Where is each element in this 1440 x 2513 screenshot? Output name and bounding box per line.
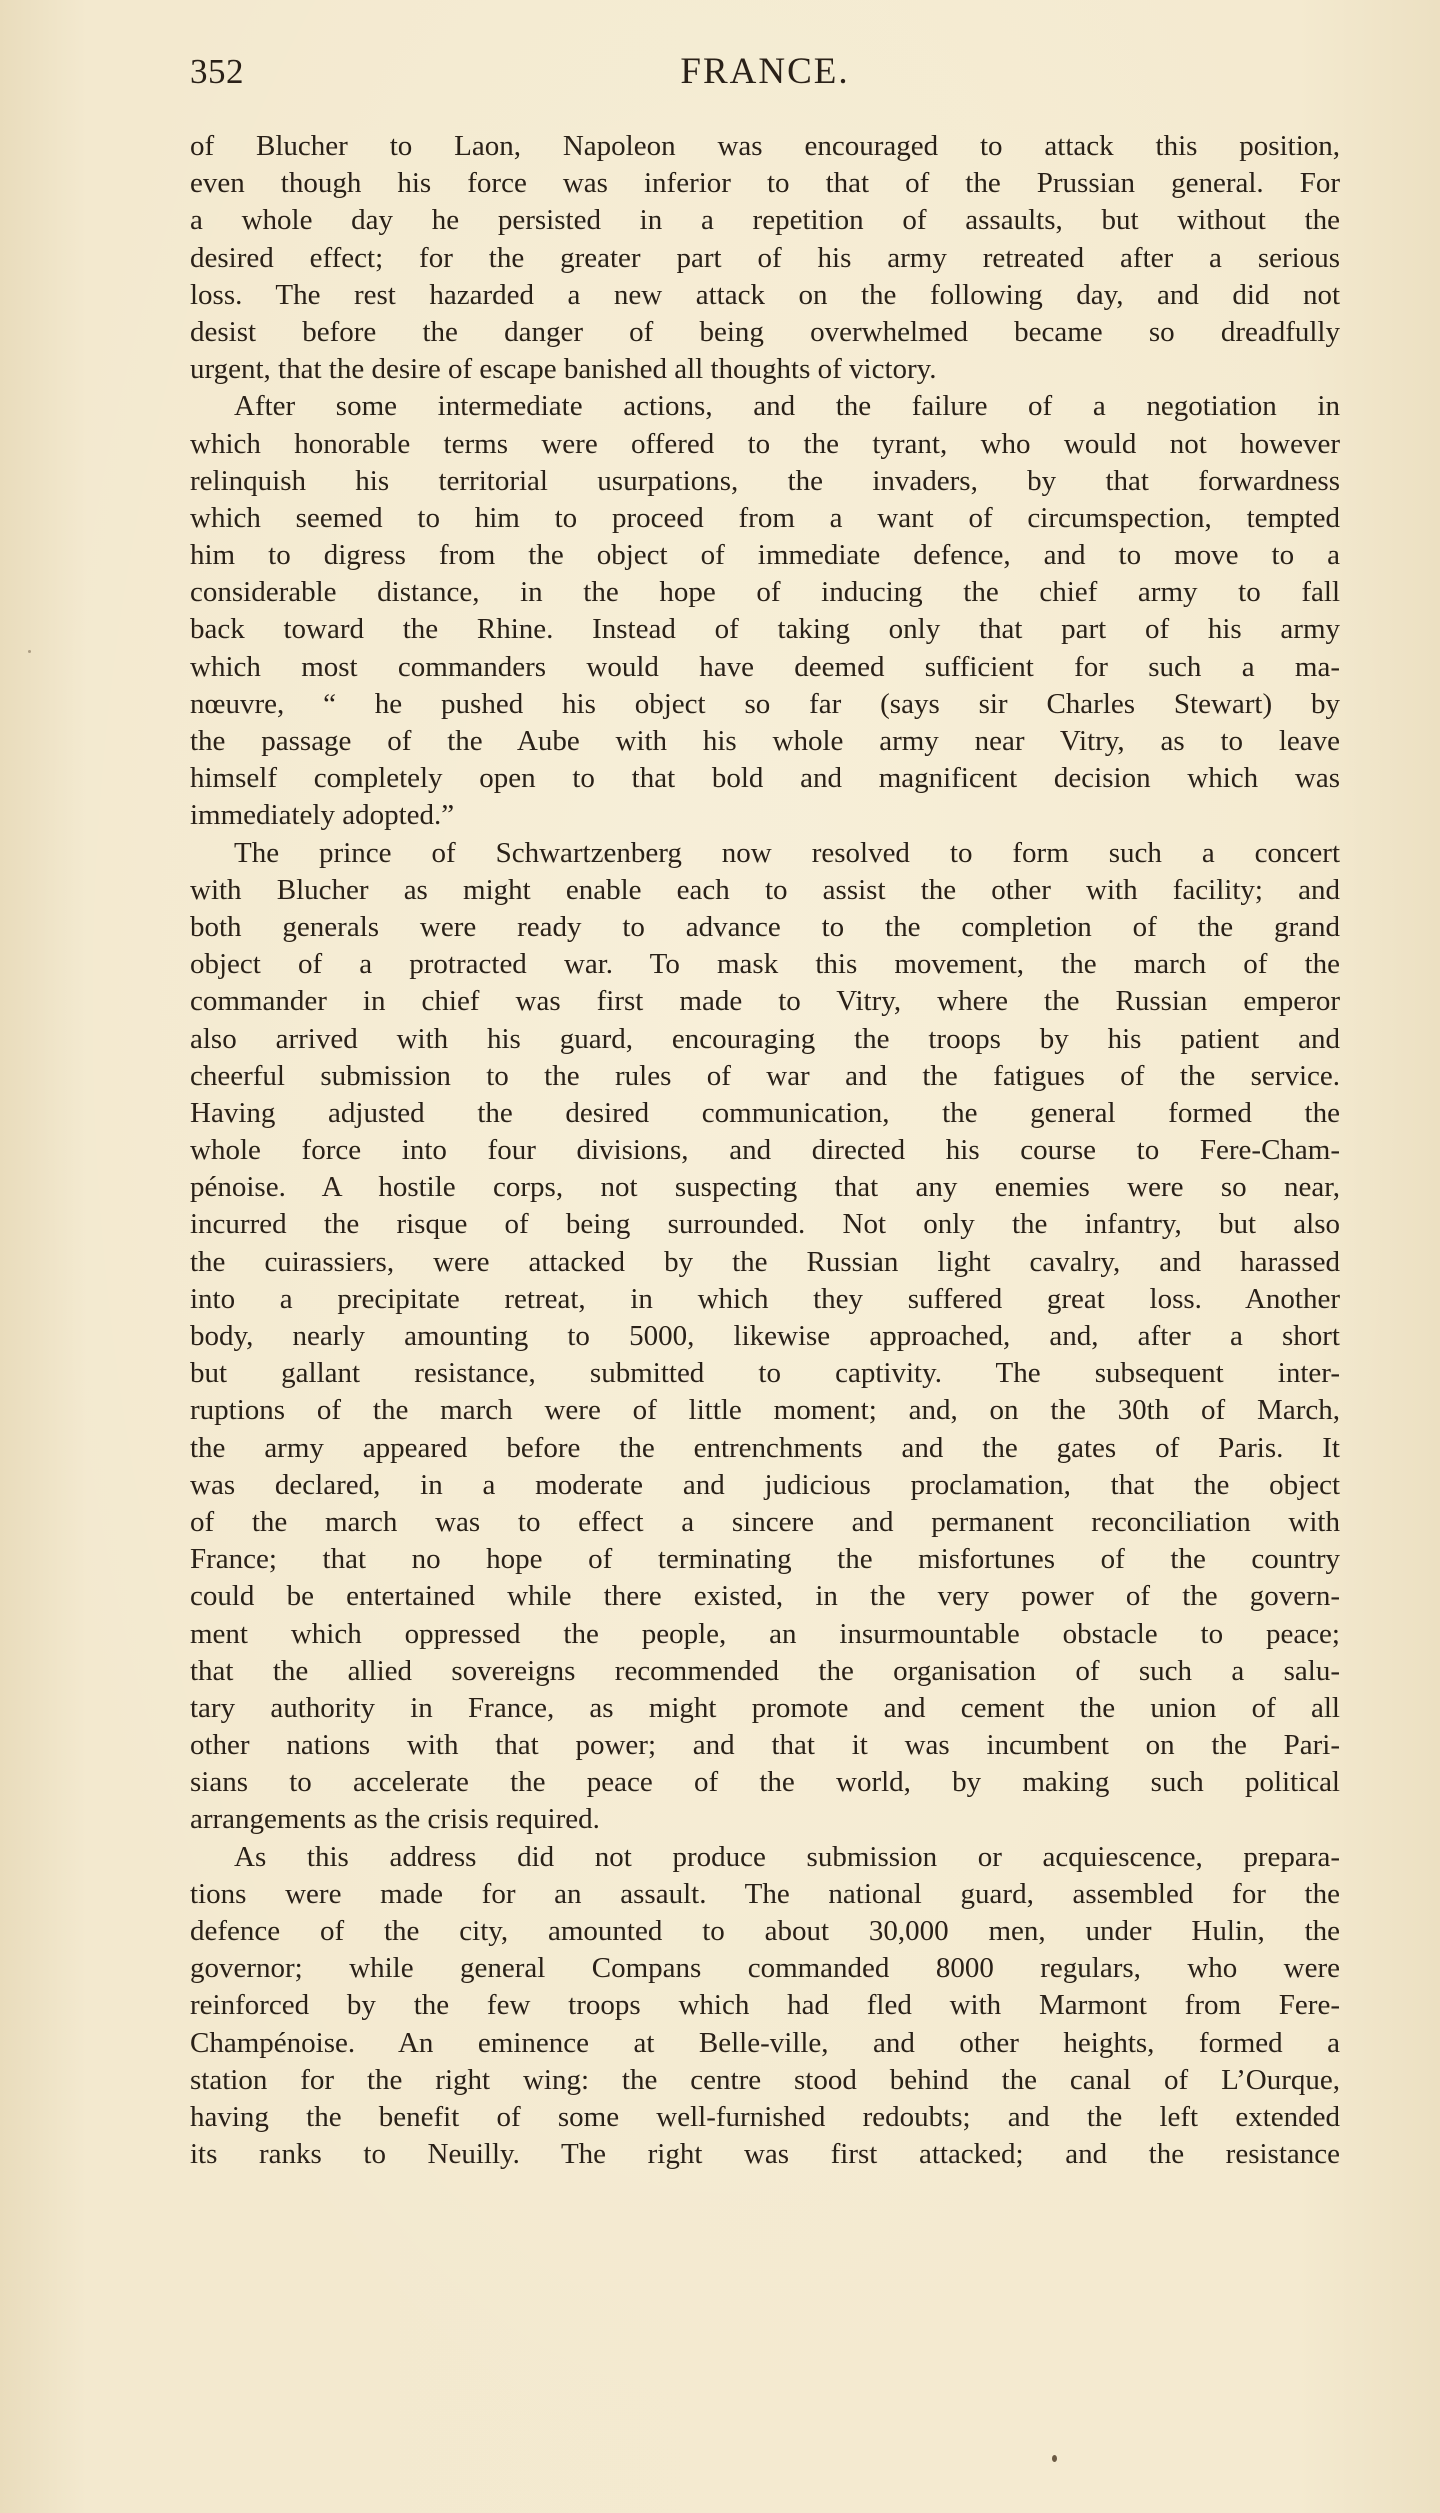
text-line: both generals were ready to advance to the completion of the grand (190, 910, 1340, 943)
text-line: After some intermediate actions, and the failure of a negotiation in (234, 390, 1340, 423)
text-line: could be entertained while there existed, in the very power of the govern- (190, 1580, 1340, 1613)
text-line: of Blucher to Laon, Napoleon was encouraged to attack this position, (190, 130, 1340, 162)
text-line: with Blucher as might enable each to assist the other with facility; and (190, 873, 1340, 906)
text-line: immediately adopted.” (190, 799, 455, 832)
text-line: himself completely open to that bold and magnificent decision which was (190, 762, 1340, 795)
body-text (190, 128, 1340, 2173)
text-line: Having adjusted the desired communication, the general formed the (190, 1096, 1340, 1129)
text-line: body, nearly amounting to 5000, likewise approached, and, after a short (190, 1320, 1340, 1352)
text-line: having the benefit of some well-furnished redoubts; and the left extended (190, 2100, 1340, 2133)
text-line: cheerful submission to the rules of war and the fatigues of the service. (190, 1059, 1340, 1092)
text-line: which most commanders would have deemed sufficient for such a ma- (190, 650, 1340, 683)
text-line: tary authority in France, as might promote and cement the union of all (190, 1691, 1340, 1724)
text-line: nœuvre, “ he pushed his object so far (says sir Charles Stewart) by (190, 687, 1340, 720)
text-line: whole force into four divisions, and directed his course to Fere-Cham- (190, 1134, 1340, 1167)
text-line: sians to accelerate the peace of the world, by making such political (190, 1766, 1340, 1799)
text-line: relinquish his territorial usurpations, the invaders, by that forwardness (190, 464, 1340, 497)
text-line: back toward the Rhine. Instead of taking only that part of his army (190, 613, 1340, 646)
text-line: arrangements as the crisis required. (190, 1803, 600, 1836)
text-line: the cuirassiers, were attacked by the Russian light cavalry, and harassed (190, 1245, 1340, 1278)
running-head (190, 46, 1340, 98)
paper-speck (1052, 2455, 1057, 2462)
text-line: pénoise. A hostile corps, not suspecting that any enemies were so near, (190, 1171, 1340, 1204)
paper-speck (28, 650, 31, 653)
text-line: defence of the city, amounted to about 30,000 men, under Hulin, the (190, 1915, 1340, 1947)
text-line: ment which oppressed the people, an insurmountable obstacle to peace; (190, 1617, 1340, 1650)
text-line: even though his force was inferior to that of the Prussian general. For (190, 167, 1340, 200)
text-line: into a precipitate retreat, in which they suffered great loss. Another (190, 1282, 1340, 1315)
text-line: governor; while general Compans commanded 8000 regulars, who were (190, 1952, 1340, 1985)
text-line: its ranks to Neuilly. The right was first attacked; and the resistance (190, 2138, 1340, 2171)
text-line: incurred the risque of being surrounded. Not only the infantry, but also (190, 1208, 1340, 1241)
text-line: object of a protracted war. To mask this movement, the march of the (190, 948, 1340, 981)
text-line: also arrived with his guard, encouraging the troops by his patient and (190, 1022, 1340, 1055)
text-line: that the allied sovereigns recommended the organisation of such a salu- (190, 1654, 1340, 1687)
text-line: of the march was to effect a sincere and permanent reconciliation with (190, 1505, 1340, 1538)
text-line: which seemed to him to proceed from a want of circumspection, tempted (190, 501, 1340, 534)
text-line: commander in chief was first made to Vitry, where the Russian emperor (190, 985, 1340, 1018)
text-line: tions were made for an assault. The national guard, assembled for the (190, 1877, 1340, 1910)
running-title: FRANCE. (680, 51, 850, 92)
text-line: reinforced by the few troops which had fled with Marmont from Fere- (190, 1989, 1340, 2022)
text-line: was declared, in a moderate and judicious proclamation, that the object (190, 1468, 1340, 1501)
text-line: ruptions of the march were of little moment; and, on the 30th of March, (190, 1394, 1340, 1427)
text-line: considerable distance, in the hope of inducing the chief army to fall (190, 576, 1340, 609)
text-line: the army appeared before the entrenchments and the gates of Paris. It (190, 1431, 1340, 1464)
text-line: France; that no hope of terminating the misfortunes of the country (190, 1543, 1340, 1576)
text-line: As this address did not produce submission or acquiescence, prepara- (234, 1840, 1340, 1873)
text-line: desist before the danger of being overwhelmed became so dreadfully (190, 315, 1340, 348)
text-line: a whole day he persisted in a repetition of assaults, but without the (190, 204, 1340, 237)
text-line: him to digress from the object of immediate defence, and to move to a (190, 539, 1340, 572)
text-line: The prince of Schwartzenberg now resolved to form such a concert (234, 836, 1340, 869)
page-number: 352 (190, 52, 244, 91)
text-line: which honorable terms were offered to the tyrant, who would not however (190, 427, 1340, 460)
text-line: desired effect; for the greater part of his army retreated after a serious (190, 241, 1340, 274)
text-line: urgent, that the desire of escape banished all thoughts of victory. (190, 353, 937, 386)
text-line: Champénoise. An eminence at Belle-ville, and other heights, formed a (190, 2026, 1340, 2059)
text-line: station for the right wing: the centre stood behind the canal of L’Ourque, (190, 2063, 1340, 2096)
text-line: loss. The rest hazarded a new attack on the following day, and did not (190, 278, 1340, 311)
text-line: the passage of the Aube with his whole army near Vitry, as to leave (190, 725, 1340, 757)
text-line: other nations with that power; and that it was incumbent on the Pari- (190, 1729, 1340, 1762)
text-line: but gallant resistance, submitted to captivity. The subsequent inter- (190, 1357, 1340, 1390)
